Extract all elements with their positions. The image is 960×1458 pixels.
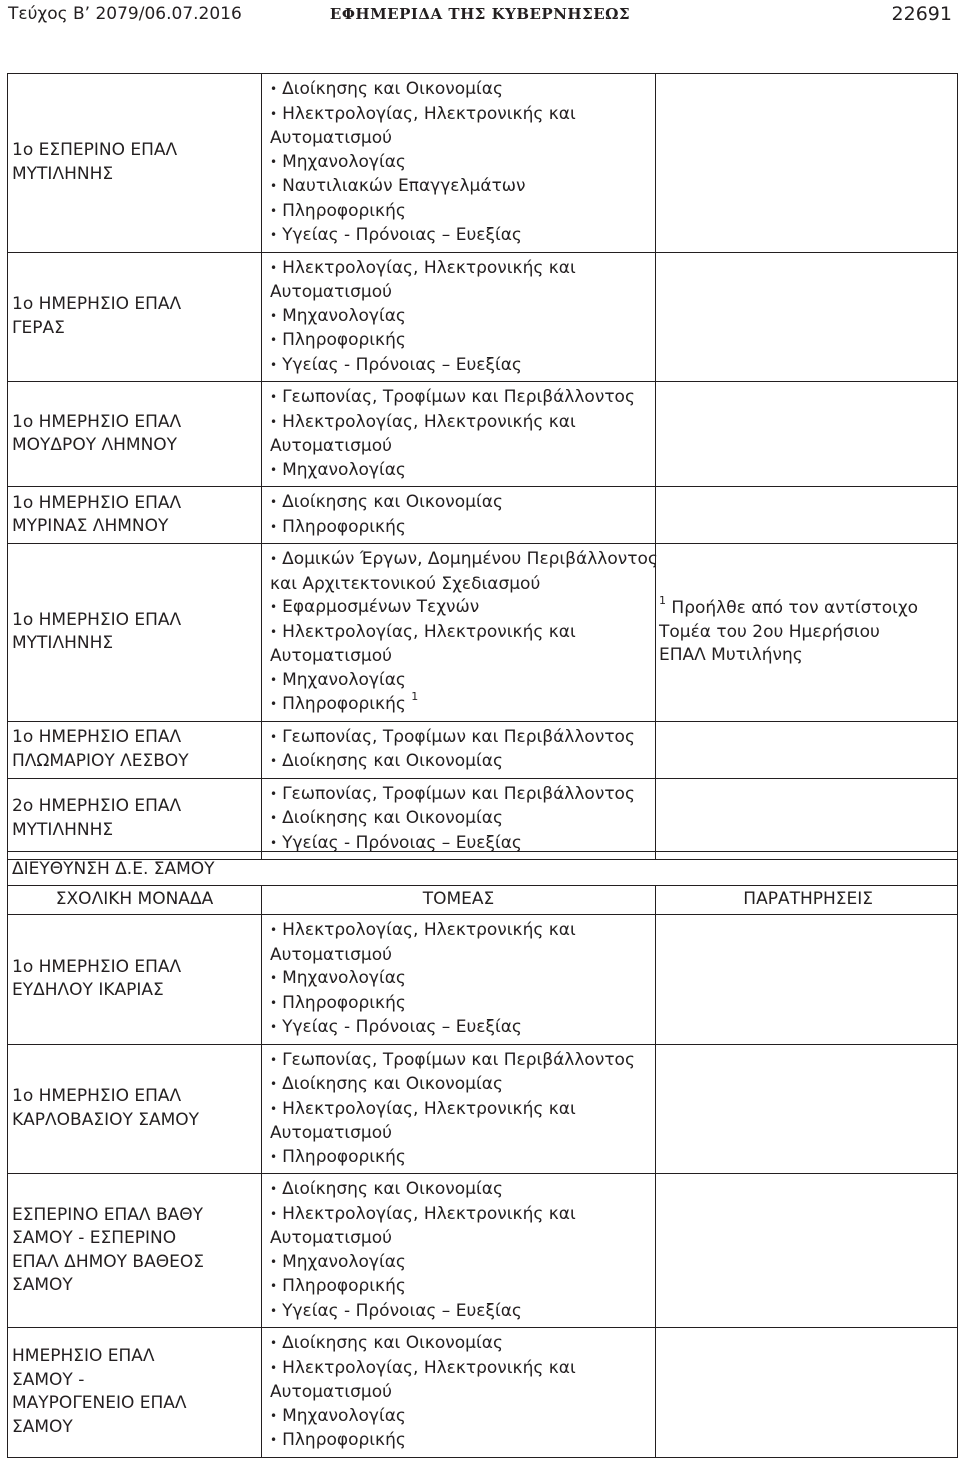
sectors-cell <box>262 915 656 1045</box>
sector-label: Εφαρμοσμένων Τεχνών <box>282 597 480 617</box>
school-name-line: ΣΑΜΟΥ - <box>12 1369 85 1390</box>
sector-item <box>270 1227 655 1251</box>
sector-item <box>270 491 655 516</box>
remarks-cell <box>656 74 958 253</box>
table-row <box>8 778 958 860</box>
sectors-cell <box>262 74 656 253</box>
bullet-icon: • <box>270 1279 278 1293</box>
bullet-icon: • <box>270 1077 278 1091</box>
school-name-line: 1ο ΗΜΕΡΗΣΙΟ ΕΠΑΛ <box>12 1086 182 1107</box>
sector-item <box>270 329 655 354</box>
sector-item <box>270 726 655 751</box>
sectors-cell <box>262 487 656 544</box>
sector-item <box>270 1073 655 1098</box>
sector-item <box>270 1203 655 1228</box>
sector-label: Γεωπονίας, Τροφίμων και Περιβάλλοντος <box>282 726 635 747</box>
bullet-icon: • <box>270 154 278 169</box>
sector-label: Υγείας - Πρόνοιας – Ευεξίας <box>282 1300 522 1321</box>
sector-label: Ηλεκτρολογίας, Ηλεκτρονικής και <box>282 920 576 940</box>
remarks-cell <box>656 1044 958 1174</box>
remarks-cell <box>656 544 958 722</box>
bullet-icon: • <box>270 106 278 121</box>
sector-item <box>270 573 655 597</box>
school-name-line: ΕΣΠΕΡΙΝΟ ΕΠΑΛ ΒΑΘΥ <box>12 1204 204 1225</box>
bullet-icon: • <box>270 971 278 985</box>
remarks-cell <box>656 382 958 487</box>
sector-item <box>270 281 655 305</box>
school-name-line: 1ο ΗΜΕΡΗΣΙΟ ΕΠΑΛ <box>12 492 182 513</box>
school-name-cell <box>8 74 262 253</box>
sector-label: Γεωπονίας, Τροφίμων και Περιβάλλοντος <box>282 387 635 407</box>
school-name-line: ΜΟΥΔΡΟΥ ΛΗΜΝΟΥ <box>12 435 178 455</box>
bullet-icon: • <box>270 260 278 275</box>
direction-heading: ΔΙΕΥΘΥΝΣΗ Δ.Ε. ΣΑΜΟΥ <box>8 852 958 886</box>
sector-item <box>270 944 655 968</box>
school-name-line: ΣΑΜΟΥ <box>12 1416 73 1437</box>
sector-label: Αυτοματισμού <box>270 944 392 965</box>
bullet-icon: • <box>270 923 278 937</box>
sector-item <box>270 548 658 573</box>
sector-item <box>270 1429 655 1454</box>
schools-table-lesvos <box>7 73 958 860</box>
sector-item <box>270 1381 655 1405</box>
bullet-icon: • <box>270 1149 278 1164</box>
sector-label: Αυτοματισμού <box>270 1228 392 1248</box>
sector-item <box>270 1275 655 1300</box>
sectors-cell <box>262 544 656 722</box>
sector-item <box>270 1016 655 1041</box>
school-name-cell <box>8 252 262 382</box>
remarks-cell <box>656 487 958 544</box>
bullet-icon: • <box>270 357 278 372</box>
sectors-cell <box>262 252 656 382</box>
column-header-sector: ΤΟΜΕΑΣ <box>262 885 656 915</box>
sector-item <box>270 1049 655 1074</box>
bullet-icon: • <box>270 1433 278 1447</box>
sector-item <box>270 151 655 176</box>
sector-item <box>270 645 655 669</box>
bullet-icon: • <box>270 82 278 96</box>
bullet-icon: • <box>270 308 278 323</box>
sector-label: Διοίκησης και Οικονομίας <box>282 751 503 771</box>
sector-label: Πληροφορικής <box>282 694 406 714</box>
school-name-line: 1ο ΗΜΕΡΗΣΙΟ ΕΠΑΛ <box>12 294 182 315</box>
school-name-line: ΜΥΤΙΛΗΝΗΣ <box>12 163 114 184</box>
sector-label: Υγείας - Πρόνοιας – Ευεξίας <box>282 225 522 245</box>
bullet-icon: • <box>270 179 278 193</box>
gazette-title: ΕΦΗΜΕΡΙΔΑ ΤΗΣ ΚΥΒΕΡΝΗΣΕΩΣ <box>329 5 631 23</box>
sector-item <box>270 596 655 621</box>
remarks-cell <box>656 778 958 860</box>
column-header-school: ΣΧΟΛΙΚΗ ΜΟΝΑΔΑ <box>8 885 262 915</box>
bullet-icon: • <box>270 390 278 404</box>
sector-label: Διοίκησης και Οικονομίας <box>282 1179 503 1199</box>
sector-item <box>270 257 655 282</box>
sector-item <box>270 750 655 775</box>
sector-item <box>270 175 655 200</box>
sector-label: Μηχανολογίας <box>282 1405 406 1426</box>
bullet-icon: • <box>270 729 278 744</box>
sector-label: Αυτοματισμού <box>270 436 392 456</box>
table-row <box>8 1328 958 1458</box>
sector-item <box>270 1098 655 1123</box>
sector-label: Ναυτιλιακών Επαγγελμάτων <box>282 176 526 196</box>
school-name-line: ΣΑΜΟΥ <box>12 1275 73 1295</box>
sector-label: Γεωπονίας, Τροφίμων και Περιβάλλοντος <box>282 783 635 804</box>
sector-label: Ηλεκτρολογίας, Ηλεκτρονικής και <box>282 1357 576 1378</box>
table-row <box>8 252 958 382</box>
bullet-icon: • <box>270 754 278 768</box>
sector-item <box>270 127 655 151</box>
sector-label: Πληροφορικής <box>282 1276 406 1296</box>
sector-item <box>270 224 655 249</box>
school-name-line: 2ο ΗΜΕΡΗΣΙΟ ΕΠΑΛ <box>12 796 182 817</box>
school-name-line: ΗΜΕΡΗΣΙΟ ΕΠΑΛ <box>12 1346 155 1367</box>
sector-label: Ηλεκτρολογίας, Ηλεκτρονικής και <box>282 411 576 432</box>
bullet-icon: • <box>270 811 278 825</box>
sector-item <box>270 305 655 330</box>
sector-label: Πληροφορικής <box>282 516 406 537</box>
bullet-icon: • <box>270 1254 278 1269</box>
remark-line <box>659 621 957 645</box>
school-name-line: ΜΑΥΡΟΓΕΝΕΙΟ ΕΠΑΛ <box>12 1393 187 1414</box>
bullet-icon: • <box>270 1303 278 1318</box>
bullet-icon: • <box>270 1408 278 1423</box>
sector-item <box>270 621 655 646</box>
bullet-icon: • <box>270 697 278 711</box>
school-name-cell <box>8 1044 262 1174</box>
sector-item <box>270 1251 655 1276</box>
table-row <box>8 721 958 778</box>
school-name-cell <box>8 1174 262 1328</box>
bullet-icon: • <box>270 1020 278 1034</box>
sectors-cell <box>262 382 656 487</box>
sector-item <box>270 103 655 128</box>
bullet-icon: • <box>270 600 278 614</box>
sector-item <box>270 435 655 459</box>
school-name-line: ΜΥΤΙΛΗΝΗΣ <box>12 633 114 654</box>
sector-label: Αυτοματισμού <box>270 1123 392 1143</box>
school-name-line: 1ο ΗΜΕΡΗΣΙΟ ΕΠΑΛ <box>12 609 182 630</box>
sector-label: Μηχανολογίας <box>282 1251 406 1272</box>
sector-label: Μηχανολογίας <box>282 459 406 480</box>
school-name-cell <box>8 544 262 722</box>
sector-label: Αυτοματισμού <box>270 1382 392 1402</box>
sector-label: Μηχανολογίας <box>282 305 406 326</box>
sector-item <box>270 200 655 225</box>
school-name-line: 1ο ΕΣΠΕΡΙΝΟ ΕΠΑΛ <box>12 140 178 161</box>
remark-text: Προήλθε από τον αντίστοιχο <box>671 598 919 618</box>
sector-item <box>270 459 655 484</box>
bullet-icon: • <box>270 203 278 218</box>
bullet-icon: • <box>270 1052 278 1067</box>
sector-label: και Αρχιτεκτονικού Σχεδιασμού <box>270 573 541 594</box>
remarks-cell <box>656 721 958 778</box>
school-name-cell <box>8 382 262 487</box>
footnote-marker: 1 <box>659 594 666 608</box>
sector-label: Μηχανολογίας <box>282 151 406 172</box>
remarks-cell <box>656 915 958 1045</box>
sector-label: Πληροφορικής <box>282 992 406 1013</box>
bullet-icon: • <box>270 786 278 801</box>
school-name-cell <box>8 1328 262 1458</box>
bullet-icon: • <box>270 519 278 534</box>
sector-item <box>270 1357 655 1382</box>
column-header-remarks: ΠΑΡΑΤΗΡΗΣΕΙΣ <box>656 885 958 915</box>
bullet-icon: • <box>270 495 278 509</box>
school-name-line: ΕΠΑΛ ΔΗΜΟΥ ΒΑΘΕΟΣ <box>12 1251 204 1272</box>
bullet-icon: • <box>270 462 278 477</box>
table-row <box>8 74 958 253</box>
bullet-icon: • <box>270 1182 278 1196</box>
page-header <box>8 3 952 31</box>
sector-label: Διοίκησης και Οικονομίας <box>282 1333 503 1353</box>
school-name-cell <box>8 915 262 1045</box>
bullet-icon: • <box>270 1360 278 1375</box>
remarks-cell <box>656 252 958 382</box>
remarks-cell <box>656 1328 958 1458</box>
sector-label: Ηλεκτρολογίας, Ηλεκτρονικής και <box>282 257 576 278</box>
sector-label: Πληροφορικής <box>282 1430 406 1450</box>
school-name-line: 1ο ΗΜΕΡΗΣΙΟ ΕΠΑΛ <box>12 956 182 977</box>
school-name-cell <box>8 778 262 860</box>
sector-label: Αυτοματισμού <box>270 128 392 148</box>
table-row <box>8 1044 958 1174</box>
bullet-icon: • <box>270 624 278 639</box>
sector-item <box>270 1300 655 1325</box>
footnote-marker: 1 <box>411 690 419 704</box>
school-name-line: ΠΛΩΜΑΡΙΟΥ ΛΕΣΒΟΥ <box>12 750 189 771</box>
school-name-cell <box>8 487 262 544</box>
sector-label: Διοίκησης και Οικονομίας <box>282 79 503 99</box>
sector-label: Διοίκησης και Οικονομίας <box>282 492 503 512</box>
sector-item <box>270 967 655 992</box>
school-name-line: ΣΑΜΟΥ - ΕΣΠΕΡΙΝΟ <box>12 1228 177 1248</box>
school-name-line: 1ο ΗΜΕΡΗΣΙΟ ΕΠΑΛ <box>12 411 182 432</box>
sector-label: Υγείας - Πρόνοιας – Ευεξίας <box>282 354 522 375</box>
sector-item <box>270 669 655 694</box>
sector-item <box>270 1146 655 1171</box>
school-name-line: ΓΕΡΑΣ <box>12 317 65 338</box>
sector-item <box>270 354 655 379</box>
table-row <box>8 487 958 544</box>
bullet-icon: • <box>270 1101 278 1116</box>
sector-label: Διοίκησης και Οικονομίας <box>282 808 503 828</box>
sector-item <box>270 783 655 808</box>
page-number: 22691 <box>891 3 952 25</box>
remark-line <box>659 644 957 668</box>
sector-label: Πληροφορικής <box>282 200 406 221</box>
bullet-icon: • <box>270 1206 278 1221</box>
sector-label: Ηλεκτρολογίας, Ηλεκτρονικής και <box>282 1098 576 1119</box>
table-row <box>8 915 958 1045</box>
sector-item <box>270 919 655 944</box>
table-row <box>8 1174 958 1328</box>
bullet-icon: • <box>270 1336 278 1350</box>
sector-item <box>270 411 655 436</box>
sector-item <box>270 992 655 1017</box>
sector-item <box>270 807 655 832</box>
sectors-cell <box>262 1174 656 1328</box>
sector-item <box>270 1122 655 1146</box>
sector-item <box>270 1178 655 1203</box>
sector-item <box>270 1405 655 1430</box>
sectors-cell <box>262 1044 656 1174</box>
remark-text: Τομέα του 2ου Ημερήσιου <box>659 621 880 642</box>
bullet-icon: • <box>270 672 278 687</box>
school-name-line: ΜΥΤΙΛΗΝΗΣ <box>12 819 114 840</box>
sector-label: Ηλεκτρολογίας, Ηλεκτρονικής και <box>282 621 576 642</box>
school-name-cell <box>8 721 262 778</box>
table-row <box>8 544 958 722</box>
school-name-line: ΕΥΔΗΛΟΥ ΙΚΑΡΙΑΣ <box>12 980 164 1001</box>
sector-item <box>270 516 655 541</box>
sector-label: Ηλεκτρολογίας, Ηλεκτρονικής και <box>282 103 576 124</box>
sector-label: Ηλεκτρολογίας, Ηλεκτρονικής και <box>282 1203 576 1224</box>
sector-item <box>270 78 655 103</box>
schools-table-samos <box>7 851 958 1458</box>
bullet-icon: • <box>270 835 278 850</box>
sectors-cell <box>262 778 656 860</box>
remark-line <box>659 594 957 621</box>
sector-label: Γεωπονίας, Τροφίμων και Περιβάλλοντος <box>282 1049 635 1070</box>
bullet-icon: • <box>270 228 278 242</box>
table-row <box>8 382 958 487</box>
bullet-icon: • <box>270 333 278 347</box>
sector-label: Μηχανολογίας <box>282 669 406 690</box>
sector-label: Δομικών Έργων, Δομημένου Περιβάλλοντος <box>282 549 658 569</box>
sector-label: Πληροφορικής <box>282 330 406 350</box>
sectors-cell <box>262 721 656 778</box>
sector-label: Υγείας - Πρόνοιας – Ευεξίας <box>282 1017 522 1037</box>
sector-item <box>270 1332 655 1357</box>
sector-label: Υγείας - Πρόνοιας – Ευεξίας <box>282 832 522 853</box>
sector-label: Διοίκησης και Οικονομίας <box>282 1074 503 1094</box>
sector-label: Πληροφορικής <box>282 1146 406 1167</box>
sector-label: Αυτοματισμού <box>270 282 392 302</box>
school-name-line: ΜΥΡΙΝΑΣ ΛΗΜΝΟΥ <box>12 516 169 536</box>
school-name-line: 1ο ΗΜΕΡΗΣΙΟ ΕΠΑΛ <box>12 727 182 747</box>
sector-item <box>270 690 655 718</box>
sectors-cell <box>262 1328 656 1458</box>
remarks-cell <box>656 1174 958 1328</box>
sector-label: Αυτοματισμού <box>270 646 392 666</box>
remark-text: ΕΠΑΛ Μυτιλήνης <box>659 645 803 665</box>
school-name-line: ΚΑΡΛΟΒΑΣΙΟΥ ΣΑΜΟΥ <box>12 1109 200 1130</box>
bullet-icon: • <box>270 552 278 566</box>
bullet-icon: • <box>270 414 278 429</box>
issue-number: Τεύχος Β’ 2079/06.07.2016 <box>8 4 242 24</box>
bullet-icon: • <box>270 995 278 1010</box>
sector-label: Μηχανολογίας <box>282 968 406 988</box>
sector-item <box>270 386 655 411</box>
